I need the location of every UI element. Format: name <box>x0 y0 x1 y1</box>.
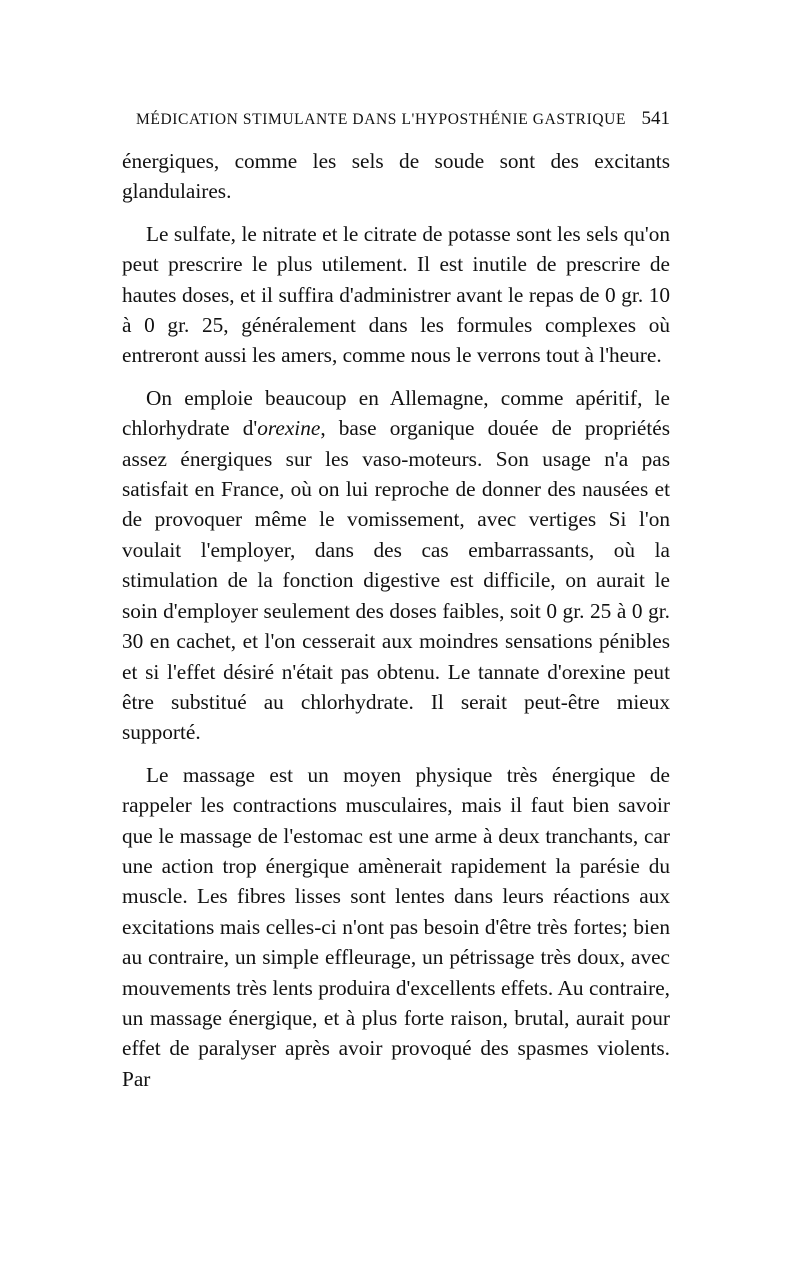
paragraph-orexine <box>122 383 670 748</box>
paragraph-potassium-salts <box>122 219 670 371</box>
paragraph-text: énergiques, comme les sels de soude sont des excitants glandulaires. <box>122 149 670 204</box>
paragraph-text: On emploie beaucoup en Allemagne, comme apéritif, le chlorhydrate d' <box>122 385 670 441</box>
body-text <box>122 146 670 1094</box>
page-number: 541 <box>641 108 670 129</box>
running-title: MÉDICATION STIMULANTE DANS L'HYPOSTHÉNIE GASTRIQUE <box>136 111 627 128</box>
italic-term: orexine <box>257 416 321 441</box>
book-page <box>122 108 670 1094</box>
running-header <box>136 108 670 138</box>
paragraph-continuation <box>122 146 670 207</box>
paragraph-massage <box>122 760 670 1094</box>
paragraph-text-continued: , base organique douée de propriétés assez énergiques sur les vaso-moteurs. Son usage n'a pas satisfait en France, où on lui reproche de donner des nausées et de provoquer même le vomissement, avec vertiges Si l'on voulait l'employer, dans des cas embarrassants, où la stimulation de la fonction digestive est difficile, on aurait le soin d'employer seulement des doses faibles, soit 0 gr. 25 à 0 gr. 30 en cachet, et l'on cesserait aux moindres sensations pénibles et si l'effet désiré n'était pas obtenu. Le tannate d'orexine peut être substitué au chlorhydrate. Il serait peut-être mieux supporté. <box>122 416 670 745</box>
paragraph-text: Le massage est un moyen physique très énergique de rappeler les contractions musculaires, mais il faut bien savoir que le massage de l'estomac est une arme à deux tranchants, car une action trop énergique amènerait rapidement la parésie du muscle. Les fibres lisses sont lentes dans leurs réactions aux excitations mais celles-ci n'ont pas besoin d'être très fortes; bien au contraire, un simple effleurage, un pétrissage très doux, avec mouvements très lents produira d'excellents effets. Au contraire, un massage énergique, et à plus forte raison, brutal, aurait pour effet de paralyser après avoir provoqué des spasmes violents. Par <box>122 762 670 1091</box>
paragraph-text: Le sulfate, le nitrate et le citrate de potasse sont les sels qu'on peut prescrire le plus utilement. Il est inutile de prescrire de hautes doses, et il suffira d'administrer avant le repas de 0 gr. 10 à 0 gr. 25, généralement dans les formules complexes où entreront aussi les amers, comme nous le verrons tout à l'heure. <box>122 221 670 368</box>
